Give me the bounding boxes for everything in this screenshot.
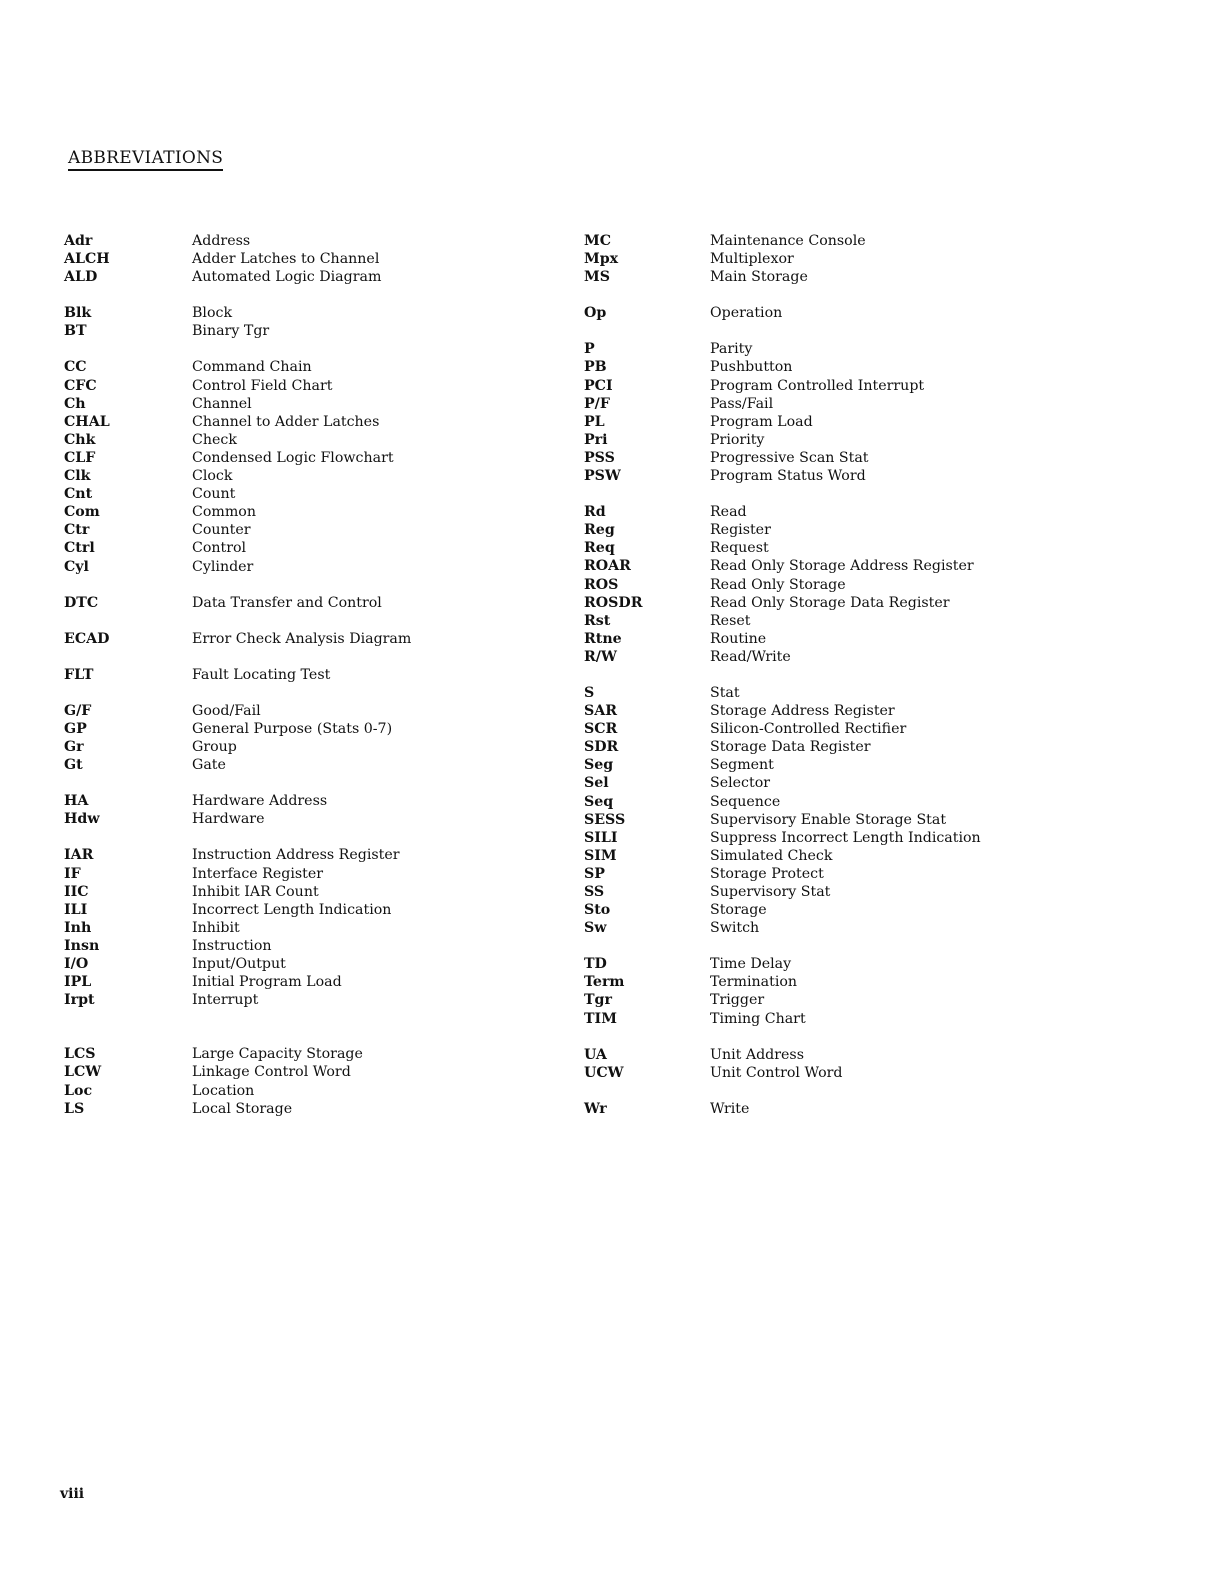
abbreviation-group <box>64 630 504 648</box>
abbreviation-definition: Write <box>710 1100 750 1117</box>
abbreviation-definition: Hardware <box>192 811 265 828</box>
abbreviation-row <box>64 232 504 250</box>
abbreviation-term: CLF <box>64 449 96 466</box>
abbreviation-term: Insn <box>64 937 100 954</box>
abbreviation-definition: Maintenance Console <box>710 233 866 249</box>
abbreviation-term: Hdw <box>64 811 100 828</box>
abbreviation-definition: Progressive Scan Stat <box>710 449 869 466</box>
abbreviation-definition: Automated Logic Diagram <box>192 269 382 286</box>
abbreviation-definition: Program Controlled Interrupt <box>710 377 925 394</box>
abbreviation-row <box>584 377 1204 395</box>
abbreviation-row <box>64 901 504 919</box>
abbreviation-definition: Address <box>192 233 251 249</box>
abbreviation-definition: Block <box>192 305 233 322</box>
abbreviation-definition: Stat <box>710 684 740 701</box>
abbreviation-definition: Selector <box>710 775 771 792</box>
abbreviation-definition: Multiplexor <box>710 251 794 268</box>
abbreviation-definition: Channel to Adder Latches <box>192 413 380 430</box>
abbreviation-definition: Instruction Address Register <box>192 847 400 864</box>
abbreviation-definition: Control <box>192 540 247 557</box>
abbreviation-definition: Parity <box>710 341 753 358</box>
abbreviation-row <box>64 846 504 864</box>
abbreviation-definition <box>192 1009 504 1027</box>
abbreviation-group <box>64 594 504 612</box>
abbreviation-row <box>64 558 504 576</box>
abbreviation-row <box>64 991 504 1009</box>
abbreviation-term: PCI <box>584 377 613 394</box>
abbreviation-definition: Pushbutton <box>710 359 793 376</box>
abbreviation-term: Clk <box>64 468 91 485</box>
abbreviation-term: TD <box>584 956 607 973</box>
abbreviation-group <box>64 1045 504 1117</box>
abbreviation-group <box>64 792 504 828</box>
abbreviation-definition: Inhibit IAR Count <box>192 883 319 900</box>
abbreviation-term: PSS <box>584 449 615 466</box>
abbreviation-term: TIM <box>584 1010 617 1027</box>
abbreviation-group <box>584 340 1204 485</box>
abbreviation-definition: Channel <box>192 395 252 412</box>
abbreviation-definition: Read/Write <box>710 648 791 665</box>
abbreviation-definition: Check <box>192 431 237 448</box>
abbreviation-term: G/F <box>64 702 92 719</box>
abbreviation-definition: Program Load <box>710 413 813 430</box>
abbreviation-row <box>584 973 1204 991</box>
abbreviation-row <box>584 1100 1204 1118</box>
abbreviation-term: Req <box>584 540 615 557</box>
abbreviation-definition: Program Status Word <box>710 468 866 485</box>
abbreviation-row <box>584 232 1204 250</box>
abbreviation-term: Gt <box>64 757 83 774</box>
abbreviation-term: Rd <box>584 504 606 521</box>
abbreviation-term: ALD <box>64 269 98 286</box>
abbreviation-term: ILI <box>64 901 88 918</box>
abbreviation-row <box>584 250 1204 268</box>
abbreviation-row <box>584 883 1204 901</box>
abbreviation-definition: Suppress Incorrect Length Indication <box>710 829 981 846</box>
abbreviation-term: CFC <box>64 377 97 394</box>
abbreviation-row <box>64 738 504 756</box>
abbreviation-term: Adr <box>64 233 93 249</box>
abbreviation-term: Loc <box>64 1082 93 1099</box>
abbreviation-term: PL <box>584 413 605 430</box>
abbreviation-row <box>64 1045 504 1063</box>
abbreviation-term: Seg <box>584 757 614 774</box>
abbreviation-term: FLT <box>64 666 94 683</box>
abbreviation-row <box>584 503 1204 521</box>
abbreviation-term: DTC <box>64 594 99 611</box>
abbreviation-group <box>64 666 504 684</box>
abbreviation-row <box>64 865 504 883</box>
abbreviation-term: LCS <box>64 1046 96 1063</box>
abbreviation-definition: Silicon-Controlled Rectifier <box>710 721 907 738</box>
abbreviation-term: SAR <box>584 703 618 720</box>
abbreviation-definition: Error Check Analysis Diagram <box>192 630 412 647</box>
abbreviation-row <box>64 413 504 431</box>
abbreviation-definition: Storage Address Register <box>710 703 895 720</box>
abbreviation-term: Cyl <box>64 558 89 575</box>
abbreviation-definition: Simulated Check <box>710 847 833 864</box>
abbreviation-row <box>584 413 1204 431</box>
abbreviation-row <box>64 304 504 322</box>
abbreviation-group <box>64 304 504 340</box>
abbreviation-term: Cnt <box>64 486 93 503</box>
abbreviation-term: IF <box>64 865 81 882</box>
abbreviation-group <box>64 232 504 286</box>
abbreviation-definition: Group <box>192 739 237 756</box>
abbreviation-definition: Condensed Logic Flowchart <box>192 449 394 466</box>
abbreviation-term: UCW <box>584 1064 624 1081</box>
abbreviation-term: Tgr <box>584 992 612 1009</box>
abbreviation-definition: Interrupt <box>192 992 259 1009</box>
abbreviation-row <box>584 521 1204 539</box>
abbreviation-term: ROSDR <box>584 594 643 611</box>
abbreviation-definition: Adder Latches to Channel <box>192 251 380 268</box>
abbreviation-row <box>584 720 1204 738</box>
abbreviation-row <box>584 612 1204 630</box>
abbreviation-term: ROAR <box>584 558 631 575</box>
abbreviation-row <box>584 1010 1204 1028</box>
abbreviation-definition: Supervisory Stat <box>710 884 831 900</box>
abbreviation-row <box>584 756 1204 774</box>
abbreviation-row <box>584 684 1204 702</box>
abbreviation-row <box>64 756 504 774</box>
abbreviation-term: BT <box>64 323 87 340</box>
abbreviation-row <box>64 919 504 937</box>
abbreviation-row <box>64 358 504 376</box>
abbreviation-row <box>64 250 504 268</box>
abbreviation-row <box>584 557 1204 575</box>
page-number: viii <box>60 1486 85 1502</box>
abbreviation-row <box>64 377 504 395</box>
abbreviation-definition: Incorrect Length Indication <box>192 901 392 918</box>
abbreviation-row <box>64 485 504 503</box>
abbreviation-term: Ctr <box>64 522 90 539</box>
abbreviation-row <box>64 810 504 828</box>
abbreviation-term: MS <box>584 269 610 286</box>
abbreviation-definition: Storage <box>710 902 767 919</box>
abbreviation-group <box>584 1046 1204 1082</box>
abbreviation-row <box>584 919 1204 937</box>
abbreviation-row <box>584 539 1204 557</box>
abbreviation-term: ROS <box>584 576 619 593</box>
abbreviation-term: R/W <box>584 648 617 665</box>
abbreviation-row <box>64 1063 504 1081</box>
abbreviation-row <box>584 630 1204 648</box>
abbreviation-term: Gr <box>64 739 84 756</box>
page-title: ABBREVIATIONS <box>68 148 223 171</box>
abbreviation-definition: Command Chain <box>192 359 312 376</box>
abbreviation-definition: General Purpose (Stats 0-7) <box>192 720 393 737</box>
abbreviation-definition: Sequence <box>710 793 781 810</box>
abbreviation-term: S <box>584 684 595 701</box>
abbreviation-definition: Switch <box>710 920 760 937</box>
abbreviation-term: Blk <box>64 305 92 322</box>
abbreviation-definition: Routine <box>710 630 767 647</box>
abbreviation-term: I/O <box>64 956 89 972</box>
abbreviation-definition: Common <box>192 504 256 521</box>
abbreviation-row <box>64 594 504 612</box>
abbreviation-definition: Data Transfer and Control <box>192 594 382 611</box>
abbreviation-definition: Cylinder <box>192 558 254 575</box>
abbreviation-definition: Reset <box>710 612 751 629</box>
abbreviation-row <box>584 1064 1204 1082</box>
abbreviation-definition: Read Only Storage <box>710 576 846 593</box>
abbreviation-row <box>584 865 1204 883</box>
abbreviation-row <box>64 268 504 286</box>
abbreviation-term: Pri <box>584 431 608 448</box>
abbreviation-row <box>64 539 504 557</box>
abbreviation-row <box>64 666 504 684</box>
abbreviation-definition: Main Storage <box>710 269 808 286</box>
abbreviation-term: Mpx <box>584 251 619 268</box>
abbreviation-term: SILI <box>584 829 618 846</box>
abbreviation-term: GP <box>64 720 87 737</box>
abbreviation-row <box>584 955 1204 973</box>
abbreviation-group <box>64 846 504 1027</box>
abbreviation-term: SDR <box>584 739 619 756</box>
abbreviation-term: Inh <box>64 919 92 936</box>
abbreviation-definition: Linkage Control Word <box>192 1064 351 1081</box>
abbreviation-row <box>584 774 1204 792</box>
abbreviation-row <box>584 793 1204 811</box>
abbreviation-term: Com <box>64 504 100 521</box>
abbreviation-term: Ch <box>64 395 86 412</box>
abbreviation-definition: Instruction <box>192 937 272 954</box>
abbreviation-group <box>584 1100 1204 1118</box>
abbreviation-term: P/F <box>584 395 610 412</box>
abbreviation-definition: Operation <box>710 305 783 322</box>
abbreviation-row <box>584 431 1204 449</box>
abbreviation-definition: Request <box>710 540 769 557</box>
abbreviation-term: Wr <box>584 1100 607 1117</box>
abbreviation-definition: Unit Control Word <box>710 1064 843 1081</box>
abbreviation-row <box>64 792 504 810</box>
abbreviation-definition: Input/Output <box>192 956 286 972</box>
abbreviation-row <box>584 829 1204 847</box>
abbreviation-term: PSW <box>584 468 621 485</box>
abbreviation-term: IAR <box>64 847 94 864</box>
abbreviation-row <box>64 973 504 991</box>
abbreviations-left-column <box>64 232 504 1118</box>
abbreviation-row <box>64 630 504 648</box>
abbreviation-row <box>584 576 1204 594</box>
abbreviation-group <box>64 702 504 774</box>
abbreviation-definition: Trigger <box>710 992 765 1009</box>
abbreviation-row <box>584 467 1204 485</box>
abbreviation-term: Sto <box>584 902 611 919</box>
abbreviation-term: LCW <box>64 1064 102 1081</box>
abbreviation-row <box>584 702 1204 720</box>
abbreviation-term: IIC <box>64 883 89 900</box>
abbreviation-term: Rtne <box>584 630 622 647</box>
abbreviation-row <box>64 467 504 485</box>
abbreviation-definition: Interface Register <box>192 865 324 882</box>
abbreviation-row <box>584 738 1204 756</box>
abbreviation-definition: Fault Locating Test <box>192 666 331 683</box>
abbreviation-definition: Pass/Fail <box>710 395 774 412</box>
abbreviation-term: SESS <box>584 811 626 828</box>
abbreviation-definition: Clock <box>192 468 233 485</box>
abbreviation-term: SP <box>584 865 605 882</box>
abbreviation-term: ALCH <box>64 251 110 268</box>
abbreviations-right-column <box>584 232 1204 1118</box>
abbreviation-definition: Storage Protect <box>710 865 824 882</box>
abbreviation-row <box>64 449 504 467</box>
abbreviation-term: Irpt <box>64 992 95 1009</box>
abbreviation-group <box>584 304 1204 322</box>
abbreviation-term: UA <box>584 1046 607 1063</box>
abbreviation-row <box>584 358 1204 376</box>
abbreviation-definition: Gate <box>192 757 226 774</box>
abbreviation-term: HA <box>64 793 89 810</box>
abbreviation-definition: Storage Data Register <box>710 739 871 756</box>
abbreviation-term: Sel <box>584 775 609 792</box>
abbreviation-term: SS <box>584 884 605 900</box>
abbreviation-group <box>64 358 504 575</box>
abbreviation-row <box>64 1100 504 1118</box>
abbreviation-definition: Priority <box>710 431 765 448</box>
abbreviation-term: Term <box>584 974 625 991</box>
abbreviation-row <box>64 937 504 955</box>
abbreviation-definition: Large Capacity Storage <box>192 1046 363 1063</box>
abbreviation-definition: Termination <box>710 974 798 991</box>
abbreviation-term: PB <box>584 359 607 376</box>
abbreviation-row <box>584 268 1204 286</box>
abbreviation-term: SIM <box>584 847 617 864</box>
abbreviation-term: P <box>584 341 595 358</box>
abbreviation-definition: Binary Tgr <box>192 323 270 340</box>
abbreviation-term: Op <box>584 305 607 322</box>
abbreviation-definition: Counter <box>192 522 251 539</box>
abbreviation-row <box>64 702 504 720</box>
abbreviation-definition: Inhibit <box>192 919 240 936</box>
abbreviation-term: CC <box>64 359 87 376</box>
abbreviation-row <box>64 1009 504 1027</box>
abbreviation-row <box>584 395 1204 413</box>
abbreviation-definition: Read Only Storage Address Register <box>710 558 974 575</box>
abbreviation-row <box>584 594 1204 612</box>
abbreviation-row <box>584 1046 1204 1064</box>
abbreviation-definition: Initial Program Load <box>192 974 342 991</box>
abbreviation-definition: Supervisory Enable Storage Stat <box>710 811 947 828</box>
abbreviation-term: Chk <box>64 431 96 448</box>
abbreviation-definition: Count <box>192 486 236 503</box>
abbreviation-row <box>584 991 1204 1009</box>
abbreviation-row <box>584 847 1204 865</box>
abbreviation-term: CHAL <box>64 413 110 430</box>
abbreviation-definition: Segment <box>710 757 774 774</box>
abbreviation-group <box>584 684 1204 937</box>
abbreviation-term: Seq <box>584 793 614 810</box>
abbreviation-definition: Good/Fail <box>192 702 261 719</box>
abbreviation-definition: Hardware Address <box>192 793 328 810</box>
abbreviation-group <box>584 955 1204 1027</box>
abbreviation-group <box>584 232 1204 286</box>
abbreviation-term <box>64 1009 192 1027</box>
abbreviation-group <box>584 503 1204 666</box>
abbreviation-row <box>584 340 1204 358</box>
abbreviation-definition: Control Field Chart <box>192 377 333 394</box>
abbreviation-definition: Time Delay <box>710 956 792 973</box>
abbreviation-term: IPL <box>64 974 92 991</box>
abbreviation-row <box>584 811 1204 829</box>
abbreviation-term: ECAD <box>64 630 110 647</box>
abbreviation-row <box>64 521 504 539</box>
abbreviation-row <box>64 431 504 449</box>
abbreviation-row <box>64 1082 504 1100</box>
abbreviation-definition: Location <box>192 1082 255 1099</box>
abbreviation-row <box>584 304 1204 322</box>
abbreviation-definition: Register <box>710 522 771 539</box>
abbreviation-term: LS <box>64 1100 85 1117</box>
abbreviation-row <box>64 503 504 521</box>
abbreviation-row <box>584 449 1204 467</box>
abbreviation-term: Reg <box>584 522 615 539</box>
abbreviation-definition: Timing Chart <box>710 1010 806 1027</box>
abbreviation-row <box>64 720 504 738</box>
abbreviation-row <box>64 322 504 340</box>
abbreviation-row <box>64 395 504 413</box>
abbreviation-definition: Unit Address <box>710 1046 804 1063</box>
abbreviation-definition: Read <box>710 504 747 521</box>
abbreviation-definition: Local Storage <box>192 1100 293 1117</box>
abbreviation-row <box>584 648 1204 666</box>
abbreviation-row <box>64 883 504 901</box>
abbreviation-row <box>584 901 1204 919</box>
abbreviation-definition: Read Only Storage Data Register <box>710 594 950 611</box>
abbreviation-term: Ctrl <box>64 540 95 557</box>
abbreviation-term: MC <box>584 233 611 249</box>
abbreviation-row <box>64 955 504 973</box>
abbreviation-term: SCR <box>584 721 618 738</box>
abbreviation-term: Sw <box>584 920 607 937</box>
abbreviation-term: Rst <box>584 612 611 629</box>
